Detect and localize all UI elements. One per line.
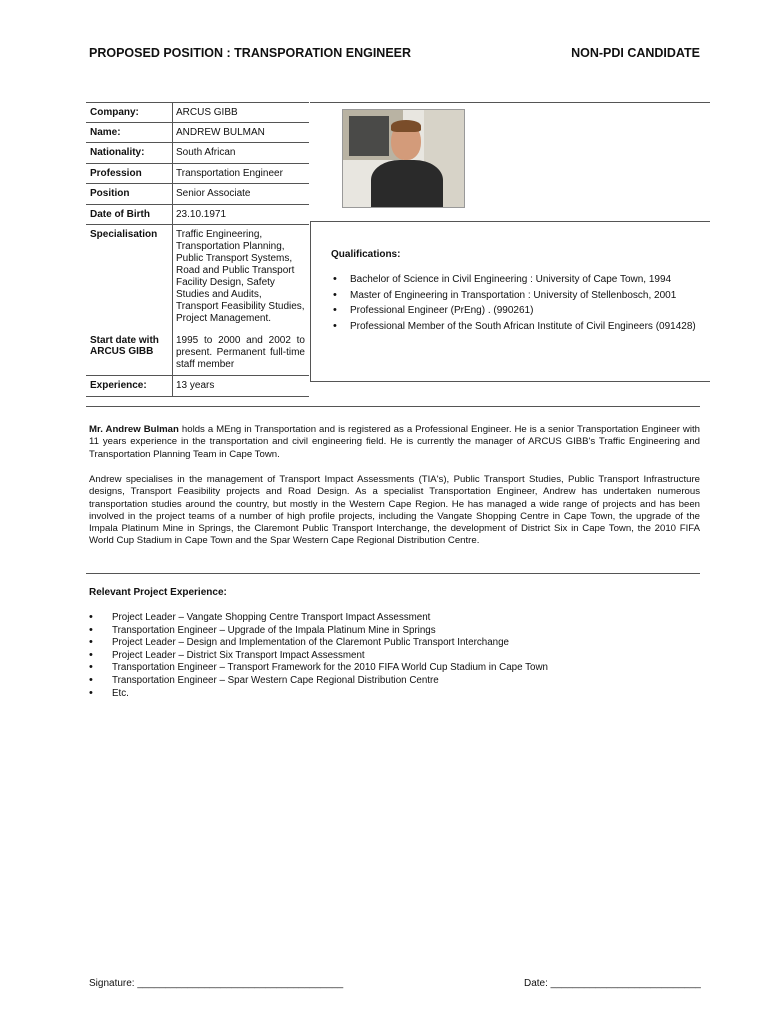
- project-item: • Project Leader – Design and Implementation of the Claremont Public Transport Interchange: [89, 637, 548, 650]
- project-item: • Transportation Engineer – Transport Framework for the 2010 FIFA World Cup Stadium in Cape Town: [89, 662, 548, 675]
- project-item: • Transportation Engineer – Spar Western Cape Regional Distribution Centre: [89, 675, 548, 688]
- candidate-details-table: [86, 102, 309, 397]
- detail-row-name: [86, 123, 309, 144]
- summary-text: holds a MEng in Transportation and is registered as a Professional Engineer. He is a senior Transportation Engineer with 11 years experience in the transportation and civil engineering field. He is currently the manager of ARCUS GIBB's Traffic Engineering and Transportation Planning Team in Cape Town.: [89, 424, 700, 460]
- detail-label: Experience:: [90, 380, 147, 391]
- date-line: Date: ___________________________: [524, 978, 701, 989]
- detail-value: 13 years: [172, 376, 309, 396]
- detail-value: Traffic Engineering, Transportation Planning, Public Transport Systems, Road and Public Transport Facility Design, Safety Studies and Audits, Transport Feasibility Studies, Project Management.: [172, 225, 309, 331]
- qualification-item: • Master of Engineering in Transportation : University of Stellenbosch, 2001: [333, 290, 696, 306]
- detail-label: Position: [90, 188, 130, 199]
- detail-value: 1995 to 2000 and 2002 to present. Permanent full-time staff member: [172, 331, 309, 375]
- projects-list: [89, 612, 548, 700]
- detail-row-company: [86, 102, 309, 123]
- project-item: • Project Leader – Vangate Shopping Centre Transport Impact Assessment: [89, 612, 548, 625]
- candidate-type-label: NON-PDI CANDIDATE: [571, 46, 700, 60]
- projects-title: Relevant Project Experience:: [89, 587, 227, 598]
- detail-label: Name:: [90, 126, 121, 138]
- summary-paragraph-1: [89, 424, 700, 461]
- detail-value: ANDREW BULMAN: [172, 123, 309, 143]
- detail-label: Company:: [90, 107, 139, 118]
- qualifications-section: [310, 222, 710, 382]
- detail-row-experience: [86, 376, 309, 397]
- detail-label: Profession: [90, 167, 142, 179]
- project-item: • Etc.: [89, 688, 548, 701]
- divider: [86, 406, 700, 407]
- photo-section: [310, 102, 710, 222]
- detail-label: Start date with ARCUS GIBB: [90, 335, 159, 357]
- detail-label: Nationality:: [90, 147, 145, 158]
- detail-row-specialisation: [86, 225, 309, 331]
- detail-row-profession: [86, 164, 309, 185]
- detail-value: ARCUS GIBB: [172, 103, 309, 122]
- detail-value: Transportation Engineer: [172, 164, 309, 184]
- detail-value: Senior Associate: [172, 184, 309, 204]
- detail-label: Date of Birth: [90, 208, 150, 220]
- project-item: • Transportation Engineer – Upgrade of the Impala Platinum Mine in Springs: [89, 625, 548, 638]
- detail-label: Specialisation: [90, 229, 158, 240]
- qualification-item: • Bachelor of Science in Civil Engineering : University of Cape Town, 1994: [333, 274, 696, 290]
- candidate-photo: [342, 109, 465, 208]
- detail-row-date-of-birth: [86, 205, 309, 226]
- candidate-name-bold: Mr. Andrew Bulman: [89, 424, 179, 435]
- detail-row-position: [86, 184, 309, 205]
- detail-value: 23.10.1971: [172, 205, 309, 225]
- qualifications-title: Qualifications:: [331, 249, 401, 260]
- project-item: • Project Leader – District Six Transport Impact Assessment: [89, 650, 548, 663]
- qualifications-list: [333, 274, 696, 336]
- detail-row-start-date: [86, 331, 309, 376]
- proposed-position-title: PROPOSED POSITION : TRANSPORATION ENGINEER: [89, 46, 412, 60]
- signature-line: Signature: _____________________________________: [89, 978, 344, 989]
- summary-paragraph-2: Andrew specialises in the management of Transport Impact Assessments (TIA's), Public Transport Studies, Public Transport Infrastructure designs, Transport Feasibility projects and Road Design. As a specialist Transportation Engineer, Andrew has undertaken numerous transportation studies around the country, but mostly in the Western Cape Region. He has managed a wide range of projects and has been involved in the project teams of a number of high profile projects, including the Vangate Shopping Centre in Cape Town, the upgrade of the Impala Platinum Mine in Springs, the Claremont Public Transport Interchange, the development of District Six in Cape Town, the 2010 FIFA World Cup Stadium in Cape Town and the Spar Western Cape Regional Distribution Centre.: [89, 474, 700, 547]
- detail-value: South African: [172, 143, 309, 163]
- qualification-item: • Professional Engineer (PrEng) . (990261): [333, 305, 696, 321]
- divider: [86, 573, 700, 574]
- qualification-item: • Professional Member of the South African Institute of Civil Engineers (091428): [333, 321, 696, 337]
- detail-row-nationality: [86, 143, 309, 164]
